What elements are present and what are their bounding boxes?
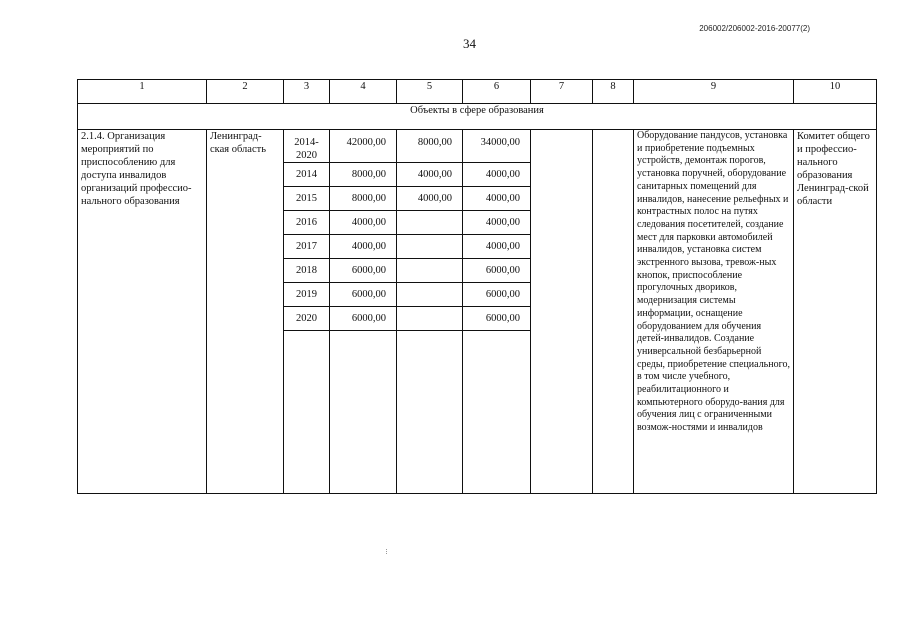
year-cell: 2014-2020 — [284, 130, 330, 163]
year-cell: 2018 — [284, 259, 330, 283]
section-row — [78, 104, 877, 130]
empty-cell — [330, 331, 397, 494]
federal-cell: 4000,00 — [397, 163, 463, 187]
year-cell: 2016 — [284, 211, 330, 235]
col-header-3: 3 — [284, 80, 330, 104]
regional-cell: 34000,00 — [463, 130, 531, 163]
federal-cell — [397, 259, 463, 283]
federal-cell — [397, 283, 463, 307]
regional-cell: 4000,00 — [463, 211, 531, 235]
section-title: Объекты в сфере образования — [78, 104, 877, 130]
year-cell: 2017 — [284, 235, 330, 259]
year-cell: 2020 — [284, 307, 330, 331]
measure-cell: 2.1.4. Организация мероприятий по приспособлению для доступа инвалидов организаций профессио-нального образования — [78, 130, 207, 494]
federal-cell: 8000,00 — [397, 130, 463, 163]
year-cell: 2015 — [284, 187, 330, 211]
regional-cell: 6000,00 — [463, 283, 531, 307]
total-cell: 4000,00 — [330, 211, 397, 235]
federal-cell — [397, 307, 463, 331]
total-cell: 42000,00 — [330, 130, 397, 163]
page-number: 34 — [463, 36, 476, 51]
regional-cell: 6000,00 — [463, 259, 531, 283]
empty-cell — [284, 331, 330, 494]
col-header-7: 7 — [531, 80, 593, 104]
program-table — [77, 79, 877, 494]
column-numbers-row — [78, 80, 877, 104]
federal-cell — [397, 211, 463, 235]
col-header-5: 5 — [397, 80, 463, 104]
col-header-2: 2 — [207, 80, 284, 104]
regional-cell: 6000,00 — [463, 307, 531, 331]
total-cell: 8000,00 — [330, 163, 397, 187]
col8-cell — [593, 130, 634, 494]
total-cell: 6000,00 — [330, 307, 397, 331]
scan-mark — [386, 549, 388, 554]
year-cell: 2019 — [284, 283, 330, 307]
empty-cell — [397, 331, 463, 494]
total-cell: 6000,00 — [330, 259, 397, 283]
year-cell: 2014 — [284, 163, 330, 187]
total-cell: 8000,00 — [330, 187, 397, 211]
regional-cell: 4000,00 — [463, 163, 531, 187]
table-row — [78, 130, 877, 163]
regional-cell: 4000,00 — [463, 187, 531, 211]
federal-cell — [397, 235, 463, 259]
col-header-9: 9 — [634, 80, 794, 104]
col-header-1: 1 — [78, 80, 207, 104]
col7-cell — [531, 130, 593, 494]
total-cell: 6000,00 — [330, 283, 397, 307]
federal-cell: 4000,00 — [397, 187, 463, 211]
regional-cell: 4000,00 — [463, 235, 531, 259]
document-id: 206002/206002-2016-20077(2) — [699, 24, 810, 33]
responsible-cell: Комитет общего и профессио-нального образования Ленинград-ской области — [794, 130, 877, 494]
col-header-6: 6 — [463, 80, 531, 104]
col-header-10: 10 — [794, 80, 877, 104]
col-header-8: 8 — [593, 80, 634, 104]
empty-cell — [463, 331, 531, 494]
region-cell: Ленинград-ская область — [207, 130, 284, 494]
description-cell: Оборудование пандусов, установка и приобретение подъемных устройств, демонтаж порогов, установка поручней, оборудование санитарных помещений для инвалидов, нанесение рельефных и контрастных полос на путях следования посетителей, создание мест для парковки автомобилей инвалидов, установка систем экстренного вызова, тревож-ных кнопок, приспособление прогулочных двориков, модернизация системы информации, оснащение оборудованием для обучения детей-инвалидов. Создание универсальной безбарьерной среды, приобретение специального, в том числе учебного, реабилитационного и компьютерного оборудо-вания для обучения лиц с ограниченными возмож-ностями и инвалидов — [634, 130, 794, 494]
col-header-4: 4 — [330, 80, 397, 104]
total-cell: 4000,00 — [330, 235, 397, 259]
